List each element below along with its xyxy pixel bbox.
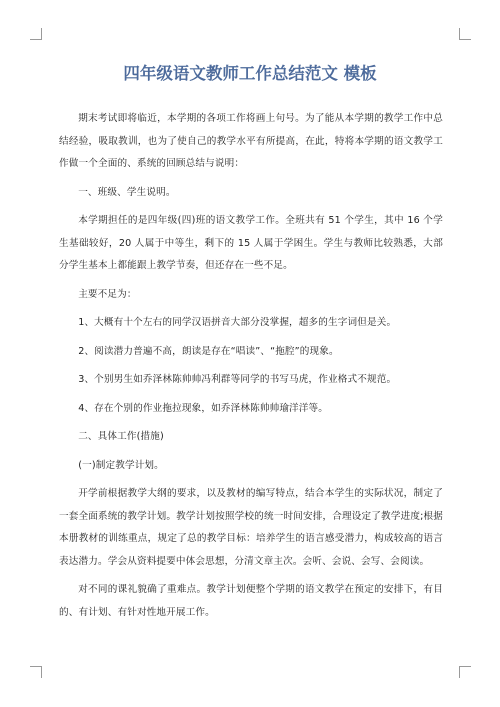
shortcoming-item-3: 3、个别男生如乔泽林陈帅帅冯利群等同学的书写马虎，作业格式不规范。: [78, 374, 397, 385]
shortcoming-item-4: 4、存在个别的作业拖拉现象，如乔泽林陈帅帅瑜洋洋等。: [78, 402, 329, 414]
subsection-heading-plan: (一)制定教学计划。: [78, 459, 164, 471]
crop-mark-bottom-left: [30, 666, 42, 678]
shortcoming-item-1: 1、大概有十个左右的同学汉语拼音大部分没掌握，超多的生字词但是关。: [78, 317, 397, 328]
document-body: [59, 108, 443, 630]
section-heading-class-students: 一、班级、学生说明。: [78, 186, 176, 198]
intro-paragraph: 期末考试即将临近，本学期的各项工作将画上句号。为了能从本学期的教学工作中总结经验，吸取教训，也为了使自己的教学水平有所提高，在此，特将本学期的语文教学工作做一个全面的、系统的回顾总结与说明：: [59, 113, 443, 169]
crop-mark-top-right: [459, 28, 471, 40]
crop-mark-bottom-right: [459, 666, 471, 678]
section-heading-measures: 二、具体工作(措施): [78, 431, 164, 442]
class-description-paragraph: 本学期担任的是四年级(四)班的语文教学工作。全班共有 51 个学生，其中 16 个学生基础较好，20 人属于中等生，剩下的 15 人属于学困生。学生与教师比较熟悉，大部分学生基本上都能跟上教学节奏，但还存在一些不足。: [59, 215, 443, 271]
shortcomings-heading: 主要不足为：: [78, 288, 137, 300]
shortcoming-item-2: 2、阅读潜力普遍不高，朗读是存在“唱读”、“拖腔”的现象。: [78, 345, 339, 357]
plan-paragraph: 开学前根据教学大纲的要求，以及教材的编写特点，结合本学生的实际状况，制定了一套全面系统的教学计划。教学计划按照学校的统一时间安排，合理设定了教学进度;根据本册教材的训练重点，规定了总的教学目标：培养学生的语言感受潜力，构成较高的语言表达潜力。学会从资料提要中体会思想，分清文章主次。会听、会说、会写、会阅读。: [59, 488, 443, 567]
crop-mark-top-left: [30, 28, 42, 40]
difficulty-paragraph: 对不同的课礼貌确了重难点。教学计划便整个学期的语文教学在预定的安排下，有目的、有计划、有针对性地开展工作。: [59, 584, 443, 618]
document-title: 四年级语文教师工作总结范文 模板: [123, 64, 377, 83]
